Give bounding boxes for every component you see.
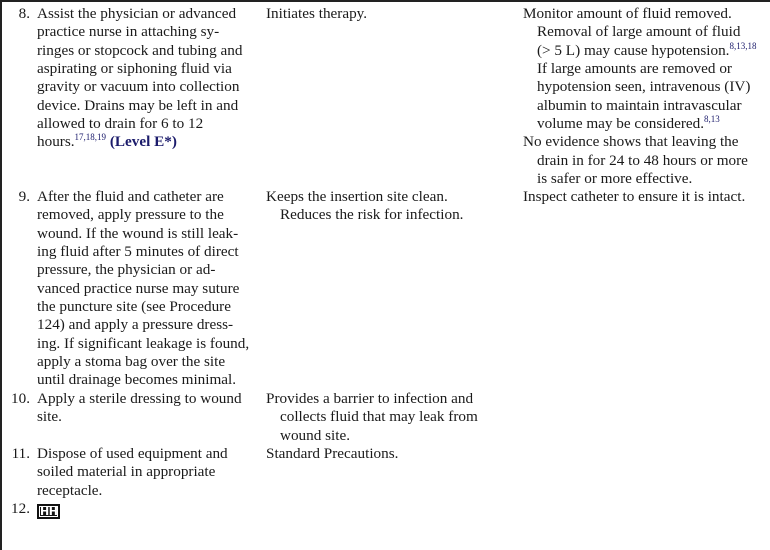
rationale-line: Initiates therapy.	[266, 5, 368, 22]
action-line: After the fluid and catheter are	[37, 188, 224, 205]
step-rationale	[266, 445, 511, 463]
action-line: device. Drains may be left in and	[37, 96, 239, 114]
action-line: ringes or stopcock and tubing and	[37, 41, 243, 59]
step-number: 8.	[18, 5, 30, 22]
concern-line	[523, 42, 770, 60]
action-line: ing. If significant leakage is found,	[37, 334, 250, 352]
action-line: until drainage becomes minimal.	[37, 371, 237, 389]
concern-line: is safer or more effective.	[537, 170, 693, 188]
reference-citation[interactable]: 8,13	[704, 114, 720, 125]
concern-lead: No evidence shows that leaving the	[523, 133, 739, 151]
rationale-line: Provides a barrier to infection and	[266, 390, 474, 407]
step-concerns	[523, 5, 770, 188]
action-line: practice nurse in attaching sy-	[37, 23, 220, 41]
step-number: 10.	[11, 390, 30, 407]
concern-line: drain in for 24 to 48 hours or more	[537, 151, 748, 169]
action-line: gravity or vacuum into collection	[37, 78, 240, 96]
step-rationale	[266, 188, 511, 225]
concern-line: hypotension seen, intravenous (IV)	[537, 78, 751, 96]
step-rationale	[266, 390, 511, 445]
action-line: allowed to drain for 6 to 12	[37, 115, 204, 133]
reference-citation[interactable]: 8,13,18	[729, 40, 757, 51]
concern-line	[523, 115, 770, 133]
step-number: 9.	[18, 188, 30, 205]
rationale-line: Reduces the risk for infection.	[280, 206, 464, 224]
step-action	[37, 445, 252, 500]
action-line: ing fluid after 5 minutes of direct	[37, 243, 239, 261]
concern-line: Removal of large amount of fluid	[537, 23, 741, 41]
action-line: vanced practice nurse may suture	[37, 279, 240, 297]
evidence-level: (Level E*)	[109, 133, 177, 151]
rationale-line: Keeps the insertion site clean.	[266, 188, 448, 205]
step-action	[37, 5, 252, 152]
action-line: apply a stoma bag over the site	[37, 353, 226, 371]
concern-lead: Monitor amount of fluid removed.	[523, 5, 732, 22]
action-line: Assist the physician or advanced	[37, 5, 237, 22]
action-line: receptacle.	[37, 481, 103, 499]
reference-citation[interactable]: 17,18,19	[74, 132, 107, 143]
hand-hygiene-icon: HH	[37, 504, 60, 519]
step-action	[37, 188, 252, 390]
concern-line: albumin to maintain intravascular	[537, 96, 742, 114]
step-concerns	[523, 188, 770, 206]
action-line: pressure, the physician or ad-	[37, 261, 216, 279]
action-line: the puncture site (see Procedure	[37, 298, 231, 316]
action-line: soiled material in appropriate	[37, 463, 216, 481]
action-line-last	[37, 133, 252, 151]
rationale-line: collects fluid that may leak from	[280, 408, 478, 426]
action-line: site.	[37, 408, 62, 426]
action-line: aspirating or siphoning fluid via	[37, 60, 232, 78]
action-line: removed, apply pressure to the	[37, 206, 224, 224]
step-action	[37, 500, 252, 519]
concern-text: volume may be considered.	[537, 115, 705, 133]
action-line: Apply a sterile dressing to wound	[37, 390, 242, 407]
concern-lead: Inspect catheter to ensure it is intact.	[523, 188, 746, 205]
rationale-line: Standard Precautions.	[266, 445, 399, 462]
step-number: 11.	[11, 445, 30, 462]
step-number: 12.	[11, 500, 30, 517]
concern-text: (> 5 L) may cause hypotension.	[537, 41, 730, 59]
step-action	[37, 390, 252, 427]
concern-line: If large amounts are removed or	[537, 60, 732, 78]
action-line: 124) and apply a pressure dress-	[37, 316, 234, 334]
step-rationale	[266, 5, 511, 23]
action-line: Dispose of used equipment and	[37, 445, 228, 462]
rationale-line: wound site.	[280, 426, 351, 444]
action-line: wound. If the wound is still leak-	[37, 224, 239, 242]
action-text: hours.	[37, 133, 75, 151]
